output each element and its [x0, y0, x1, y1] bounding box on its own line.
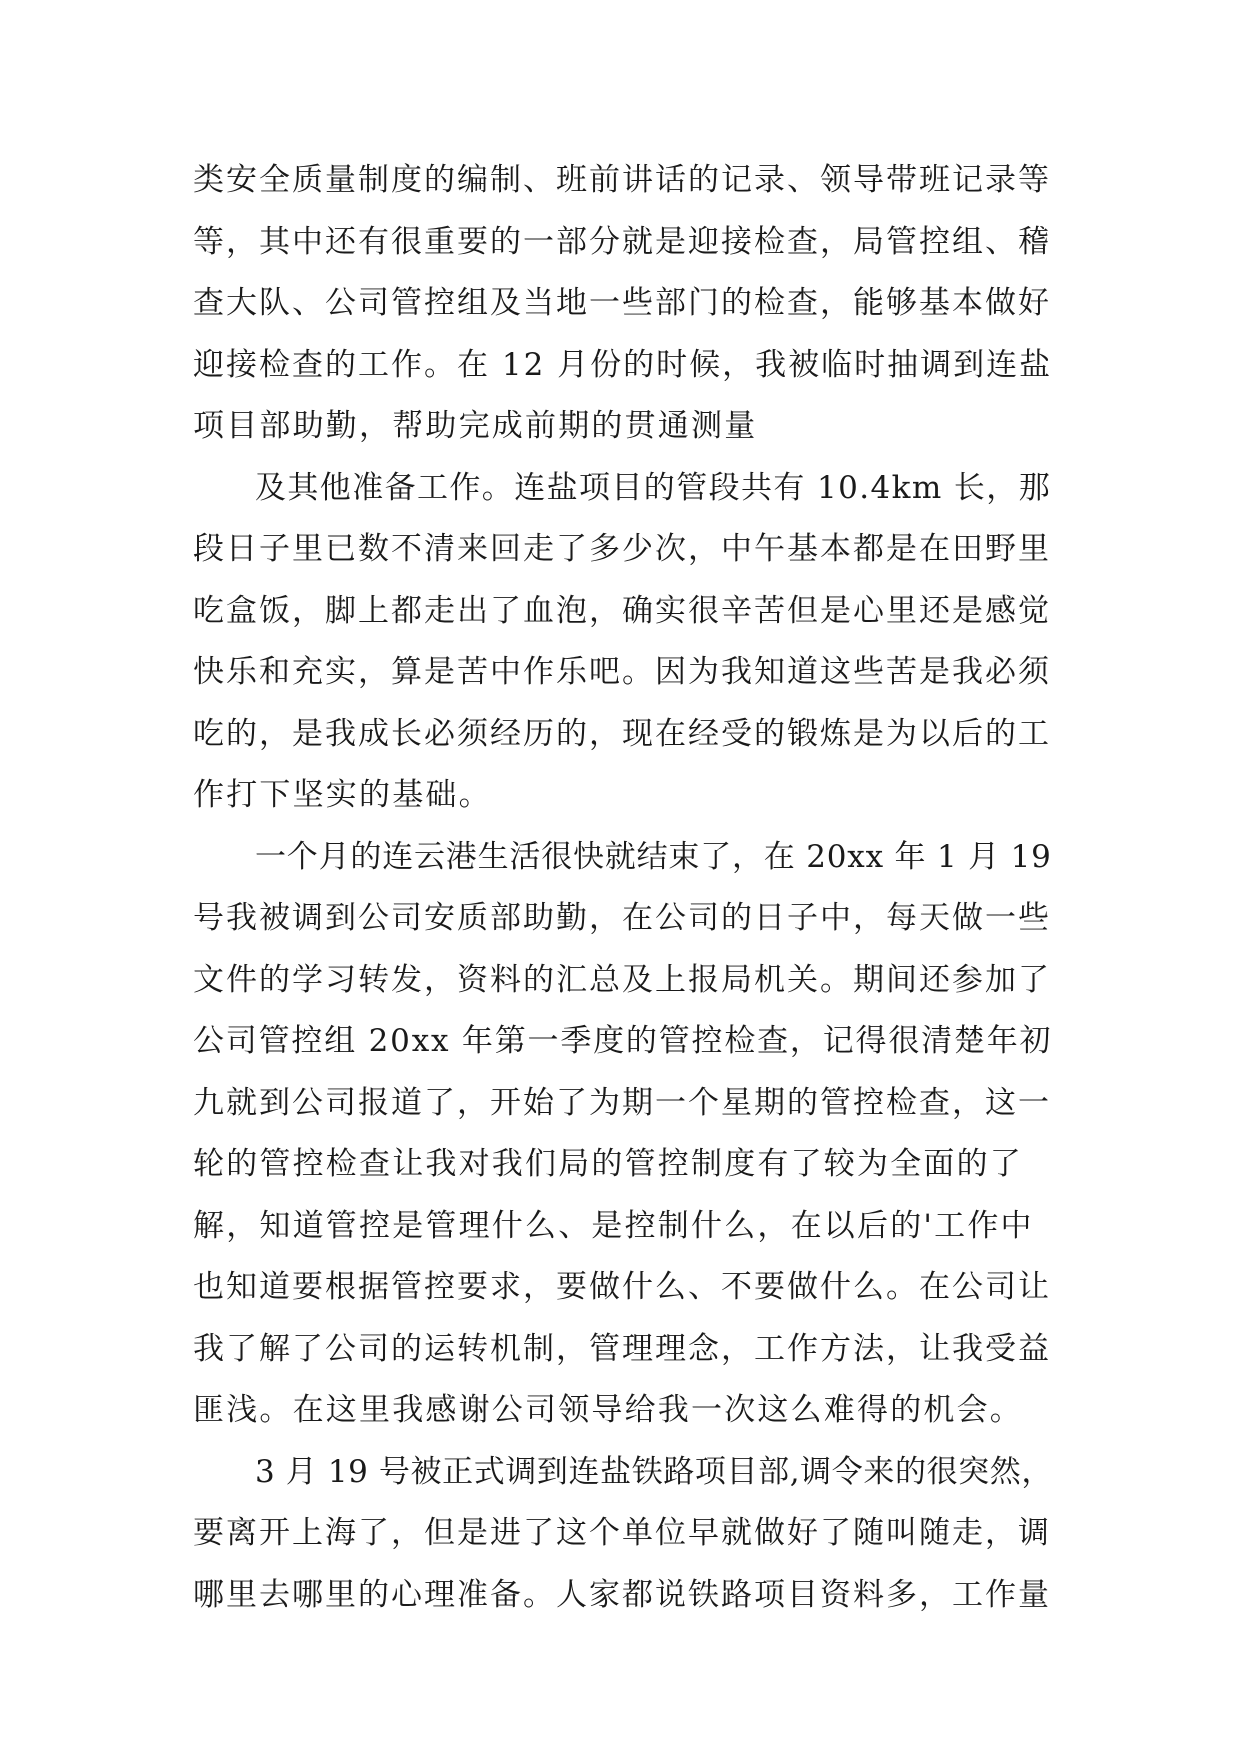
text-line: 迎接检查的工作。在 12 月份的时候，我被临时抽调到连盐 [193, 346, 1053, 383]
text-line: 也知道要根据管控要求，要做什么、不要做什么。在公司让 [193, 1269, 1051, 1305]
document-body [193, 150, 1053, 1626]
text-line: 要离开上海了，但是进了这个单位早就做好了随叫随走，调 [193, 1515, 1051, 1551]
text-line: 号我被调到公司安质部助勤，在公司的日子中，每天做一些 [193, 900, 1051, 936]
text-line: 哪里去哪里的心理准备。人家都说铁路项目资料多，工作量 [193, 1576, 1051, 1613]
text-line: 公司管控组 20xx 年第一季度的管控检查，记得很清楚年初 [193, 1023, 1053, 1059]
paragraph-first-line: 及其他准备工作。连盐项目的管段共有 10.4km 长，那 [255, 469, 1052, 506]
text-line: 轮的管控检查让我对我们局的管控制度有了较为全面的了 [193, 1146, 1023, 1182]
text-line: 等，其中还有很重要的一部分就是迎接检查，局管控组、稽 [193, 223, 1051, 260]
text-line: 九就到公司报道了，开始了为期一个星期的管控检查，这一 [193, 1084, 1051, 1121]
text-line: 作打下坚实的基础。 [193, 777, 492, 813]
text-line: 文件的学习转发，资料的汇总及上报局机关。期间还参加了 [193, 961, 1051, 998]
text-line: 快乐和充实，算是苦中作乐吧。因为我知道这些苦是我必须 [193, 654, 1051, 690]
text-line: 吃盒饭，脚上都走出了血泡，确实很辛苦但是心里还是感觉 [193, 592, 1051, 629]
text-line: 匪浅。在这里我感谢公司领导给我一次这么难得的机会。 [193, 1392, 1023, 1428]
text-line: 项目部助勤，帮助完成前期的贯通测量 [193, 408, 758, 444]
text-line: 解，知道管控是管理什么、是控制什么，在以后的'工作中 [193, 1207, 1034, 1244]
text-line: 我了解了公司的运转机制，管理理念，工作方法，让我受益 [193, 1330, 1051, 1367]
paragraph-first-line: 3 月 19 号被正式调到连盐铁路项目部,调令来的很突然， [255, 1453, 1053, 1490]
text-line: 段日子里已数不清来回走了多少次，中午基本都是在田野里 [193, 531, 1051, 567]
text-line: 吃的，是我成长必须经历的，现在经受的锻炼是为以后的工 [193, 715, 1051, 752]
paragraph-first-line: 一个月的连云港生活很快就结束了，在 20xx 年 1 月 19 [255, 838, 1052, 875]
text-line: 类安全质量制度的编制、班前讲话的记录、领导带班记录等 [193, 162, 1051, 198]
text-line: 查大队、公司管控组及当地一些部门的检查，能够基本做好 [193, 285, 1051, 321]
